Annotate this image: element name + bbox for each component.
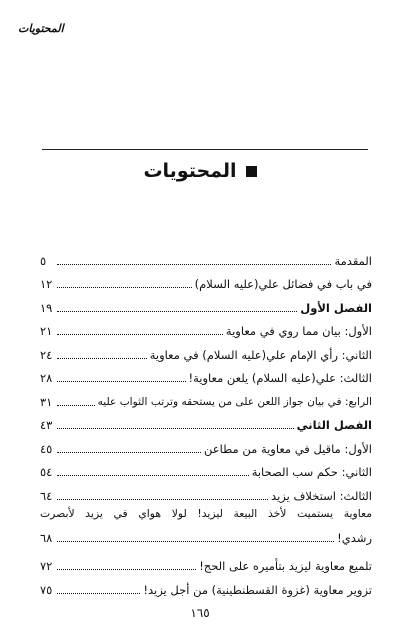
dot-leader [57,264,331,265]
dot-leader [57,569,196,570]
dot-leader [57,358,147,359]
toc-entry-title: تلميع معاوية ليزيد بتأميره على الحج! [199,559,372,573]
toc-entry-page: ٤٣ [40,418,53,432]
toc-entry-title-line1: معاوية يستميت لأخذ البيعة ليزيد! لولا هواي في يزيد لأبصرت [40,506,372,520]
toc-entry-page: ٧٥ [40,582,53,597]
toc-section [40,409,372,433]
toc-entry-wrapped [40,503,372,550]
toc-entry-title: المقدمة [334,253,372,268]
toc-entry [40,268,372,292]
toc-entry-title: الثالث: استخلاف يزيد [271,488,372,503]
toc-entry-page: ٦٨ [40,530,53,545]
toc-section [40,291,372,315]
header-rule [42,149,368,150]
dot-leader [57,428,294,429]
toc-entry-title: الثالث: علي(عليه السلام) يلعن معاوية! [188,371,372,385]
toc-entry-title: الأول: ماقيل في معاوية من مطاعن [204,441,372,456]
running-head [0,22,400,42]
toc-entry [40,385,372,409]
toc-entry-page: ٢٨ [40,371,53,385]
toc-entry-title-line2: رشدي! [337,530,372,545]
toc-entry-page: ٢١ [40,324,53,338]
square-bullet-icon [246,166,257,177]
dot-leader [57,452,201,453]
toc-entry-page: ١٢ [40,277,53,291]
toc-entry [40,315,372,339]
toc-entry [40,362,372,386]
toc-entry [40,550,372,574]
toc-entry-title: الثاني: حكم سب الصحابة [251,465,372,479]
contents-heading [0,156,400,186]
toc-entry-page: ٢٤ [40,347,53,362]
page-number: ١٦٥ [190,606,210,620]
toc-entry-title: الأول: بيان مما روي في معاوية [225,324,372,338]
toc-entry [40,456,372,480]
toc-entry [40,432,372,456]
toc-entry [40,573,372,597]
toc-entry-line2 [40,531,372,545]
toc-entry-page: ٣١ [40,394,53,409]
dot-leader [57,311,297,312]
toc-entry [40,244,372,268]
toc-entry-title: الثاني: رأي الإمام علي(عليه السلام) في معاوية [149,347,372,362]
toc-entry-title: تزوير معاوية (غزوة القسطنطينية) من أجل يزيد! [143,582,372,597]
toc-entry-page: ٥ [40,253,47,268]
dot-leader [57,287,192,288]
dot-leader [57,405,95,406]
toc-section-title: الفصل الأول [300,300,372,315]
dot-leader [57,334,223,335]
dot-leader [57,475,249,476]
dot-leader [57,381,186,382]
dot-leader [57,593,140,594]
dot-leader [57,499,268,500]
toc-entry-title: الرابع: في بيان جواز اللعن على من يستحقه وترتب الثواب عليه [97,395,372,408]
toc-entry-page: ٥٤ [40,465,53,479]
toc-entry-title: في باب في فضائل علي(عليه السلام) [194,277,372,291]
toc-entry-page: ٧٢ [40,559,53,573]
toc-entry [40,479,372,503]
dot-leader [57,541,334,542]
toc-entry-page: ٤٥ [40,441,53,456]
toc-section-title: الفصل الثاني [296,418,372,432]
table-of-contents [40,244,372,597]
toc-entry [40,338,372,362]
page-title: المحتويات [143,160,237,182]
running-head-text: المحتويات [18,22,64,35]
toc-entry-page: ٦٤ [40,488,53,503]
toc-entry-page: ١٩ [40,300,53,315]
